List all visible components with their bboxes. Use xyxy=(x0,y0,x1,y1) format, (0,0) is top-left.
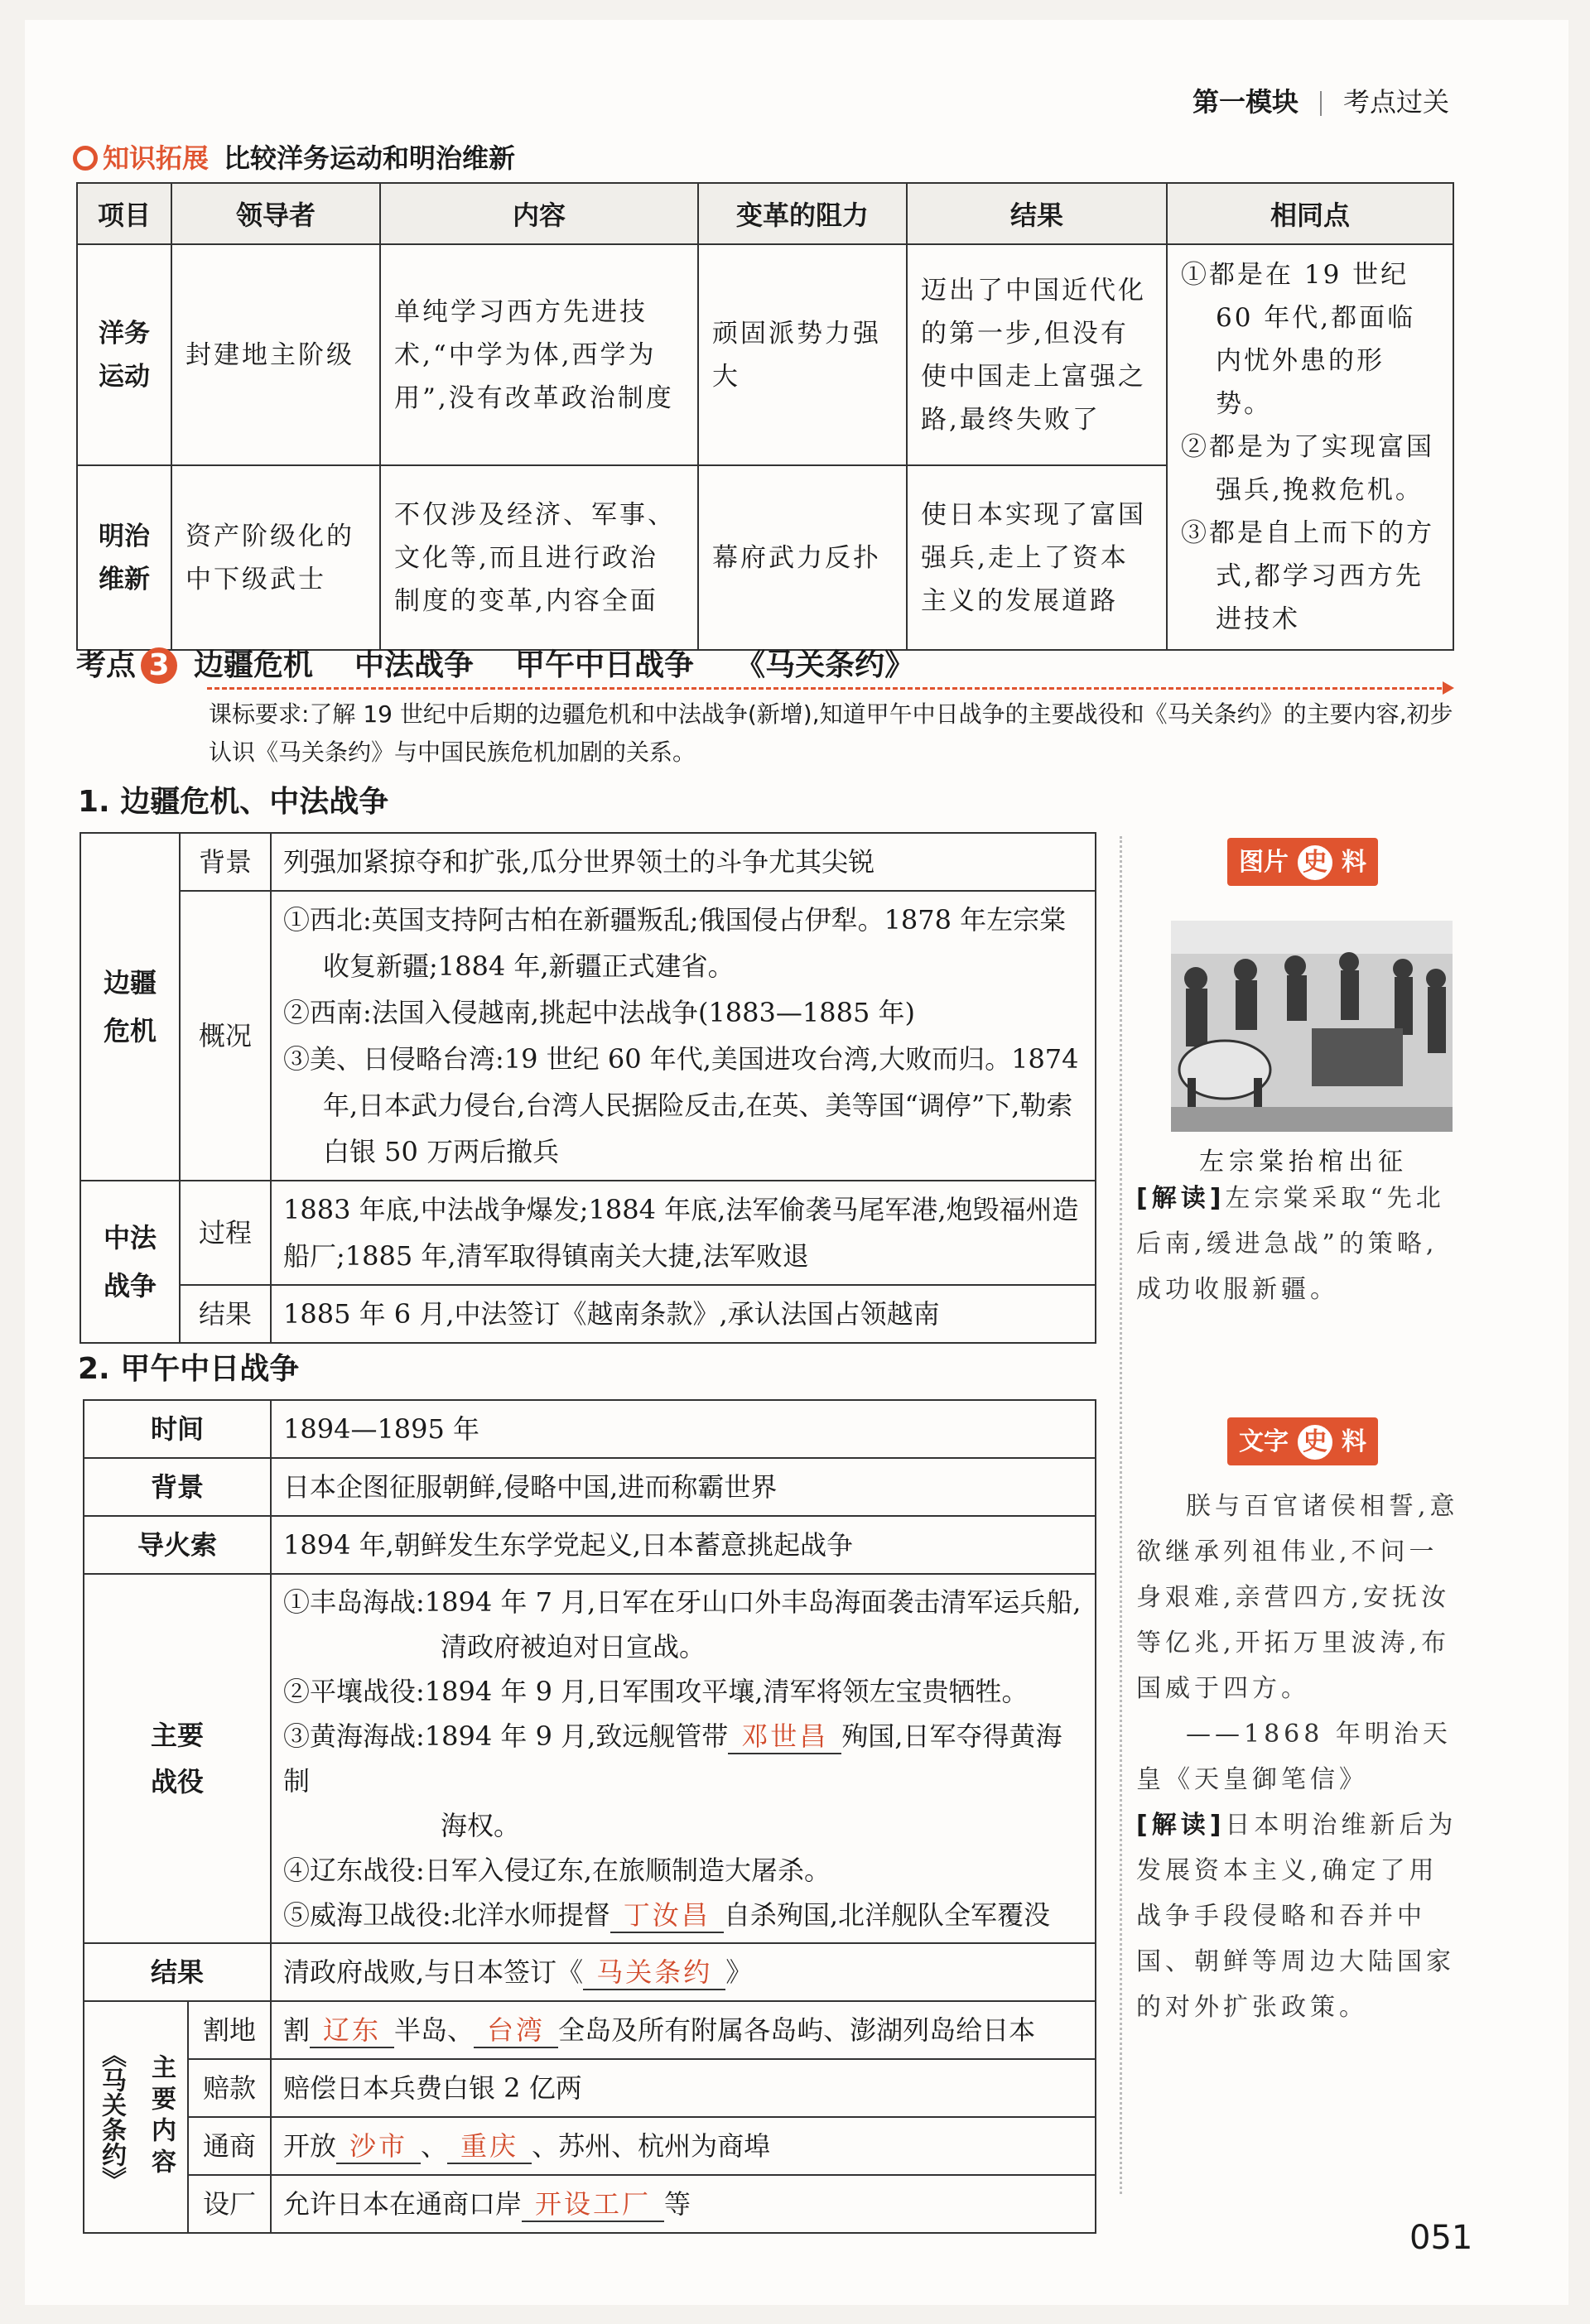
row-text: 1885 年 6 月,中法签订《越南条款》,承认法国占领越南 xyxy=(271,1285,1096,1343)
text-note: [解读]日本明治维新后为发展资本主义,确定了用战争手段侵略和吞并中国、朝鲜等周边大陆国家的对外扩张政策。 xyxy=(1136,1811,1458,2022)
picture-note: [解读]左宗棠采取“先北后南,缓进急战”的策略,成功收服新疆。 xyxy=(1136,1184,1445,1304)
section-title: 1. 边疆危机、中法战争 xyxy=(78,785,389,819)
content-cell: 单纯学习西方先进技术,“中学为体,西学为用”,没有改革政治制度 xyxy=(380,244,698,465)
content-cell: 不仅涉及经济、军事、文化等,而且进行政治制度的变革,内容全面 xyxy=(380,465,698,650)
battles-cell: ①丰岛海战:1894 年 7 月,日军在牙山口外丰岛海面袭击清军运兵船, 清政府被迫对日宣战。 ②平壤战役:1894 年 9 月,日军围攻平壤,清军将领左宝贵牺牲。 ③黄海海战:1894 年 9 月,致远舰管带 邓世昌 殉国,日军夺得黄海制 海权。 ④辽东战役:日军入侵辽东,在旅顺制造大屠杀。 ⑤威海卫战役:北洋水师提督 丁汝昌 自杀殉国,北洋舰队全军覆没 xyxy=(271,1574,1096,1943)
row-text: 赔偿日本兵费白银 2 亿两 xyxy=(271,2059,1096,2117)
quote-text: 朕与百官诸侯相誓,意欲继承列祖伟业,不问一身艰难,亲营四方,安抚汝等亿兆,开拓万里波涛,布国威于四方。 xyxy=(1136,1492,1459,1703)
frontier-table xyxy=(80,832,1096,1344)
row-label: 通商 xyxy=(188,2117,271,2175)
header-cell: 变革的阻力 xyxy=(698,183,907,244)
row-label: 结果 xyxy=(84,1943,271,2001)
common-cell xyxy=(1167,244,1453,650)
row-label: 明治维新 xyxy=(77,465,171,650)
header-cell: 相同点 xyxy=(1167,183,1453,244)
row-label: 割地 xyxy=(188,2001,271,2059)
common-point: ①都是在 19 世纪 60 年代,都面临内忧外患的形势。 xyxy=(1181,260,1416,419)
kaodian-number: 3 xyxy=(141,647,177,684)
row-label: 洋务运动 xyxy=(77,244,171,465)
row-text: 列强加紧掠夺和扩张,瓜分世界领土的斗争尤其尖锐 xyxy=(271,833,1096,891)
answer-blank: 台湾 xyxy=(474,2014,558,2048)
row-label: 时间 xyxy=(84,1400,271,1458)
row-text: 日本企图征服朝鲜,侵略中国,进而称霸世界 xyxy=(271,1458,1096,1516)
common-point: ②都是为了实现富国强兵,挽救危机。 xyxy=(1181,432,1434,505)
treaty-label: 《马关条约》 主要内容 xyxy=(84,2001,188,2233)
row-label: 赔款 xyxy=(188,2059,271,2117)
row-text: 1894 年,朝鲜发生东学党起义,日本蓄意挑起战争 xyxy=(271,1516,1096,1574)
leader-cell: 资产阶级化的中下级武士 xyxy=(171,465,380,650)
row-text: 允许日本在通商口岸 开设工厂 等 xyxy=(271,2175,1096,2233)
page-header xyxy=(1192,81,1449,119)
row-text: 1883 年底,中法战争爆发;1884 年底,法军偷袭马尾军港,炮毁福州造船厂;1885 年,清军取得镇南关大捷,法军败退 xyxy=(271,1181,1096,1285)
quote-source: ——1868 年明治天皇《天皇御笔信》 xyxy=(1136,1720,1452,1794)
answer-blank: 辽东 xyxy=(310,2014,394,2048)
picture-source-tag: 图片 史 料 xyxy=(1227,838,1378,886)
section-title: 2. 甲午中日战争 xyxy=(78,1352,300,1386)
answer-blank: 沙市 xyxy=(336,2129,421,2164)
comparison-table xyxy=(76,182,1454,651)
resistance-cell: 幕府武力反扑 xyxy=(698,465,907,650)
dashed-arrow-divider xyxy=(207,687,1449,690)
photo-caption: 左宗棠抬棺出征 xyxy=(1199,1148,1408,1176)
result-cell: 迈出了中国近代化的第一步,但没有使中国走上富强之路,最终失败了 xyxy=(907,244,1167,465)
header-cell: 项目 xyxy=(77,183,171,244)
answer-blank: 重庆 xyxy=(447,2129,532,2164)
row-label: 背景 xyxy=(84,1458,271,1516)
common-point: ③都是自上而下的方式,都学习西方先进技术 xyxy=(1181,518,1434,634)
text-source-tag: 文字 史 料 xyxy=(1227,1417,1378,1465)
page-number: 051 xyxy=(1409,2219,1473,2257)
extension-title xyxy=(73,137,515,176)
sino-japanese-war-table xyxy=(83,1399,1096,2234)
answer-blank: 开设工厂 xyxy=(522,2187,664,2222)
column-divider xyxy=(1120,836,1122,2194)
historical-photo xyxy=(1171,921,1453,1132)
header-cell: 结果 xyxy=(907,183,1167,244)
result-cell: 使日本实现了富国强兵,走上了资本主义的发展道路 xyxy=(907,465,1167,650)
row-label: 导火索 xyxy=(84,1516,271,1574)
group-label: 边疆危机 xyxy=(80,833,180,1181)
row-label: 概况 xyxy=(180,891,271,1181)
row-text: 割 辽东 半岛、 台湾 全岛及所有附属各岛屿、澎湖列岛给日本 xyxy=(271,2001,1096,2059)
row-label: 背景 xyxy=(180,833,271,891)
resistance-cell: 顽固派势力强大 xyxy=(698,244,907,465)
header-cell: 内容 xyxy=(380,183,698,244)
section-label: 考点过关 xyxy=(1342,86,1449,118)
circle-icon xyxy=(73,146,98,171)
row-label: 主要战役 xyxy=(84,1574,271,1943)
row-text: 开放 沙市 、 重庆 、苏州、杭州为商埠 xyxy=(271,2117,1096,2175)
leader-cell: 封建地主阶级 xyxy=(171,244,380,465)
answer-blank: 马关条约 xyxy=(583,1956,725,1990)
overview-cell: ①西北:英国支持阿古柏在新疆叛乱;俄国侵占伊犁。1878 年左宗棠收复新疆;1884 年,新疆正式建省。 ②西南:法国入侵越南,挑起中法战争(1883—1885 年) ③美、日侵略台湾:19 世纪 60 年代,美国进攻台湾,大败而归。1874 年,日本武力侵台,台湾人民据险反击,在英、美等国“调停”下,勒索白银 50 万两后撤兵 xyxy=(271,891,1096,1181)
answer-blank: 邓世昌 xyxy=(728,1720,841,1754)
group-label: 中法战争 xyxy=(80,1181,180,1343)
extension-heading: 比较洋务运动和明治维新 xyxy=(224,142,516,174)
row-label: 过程 xyxy=(180,1181,271,1285)
row-text: 1894—1895 年 xyxy=(271,1400,1096,1458)
header-cell: 领导者 xyxy=(171,183,380,244)
row-text: 清政府战败,与日本签订《 马关条约 》 xyxy=(271,1943,1096,2001)
answer-blank: 丁汝昌 xyxy=(610,1898,724,1933)
curriculum-requirement: 课标要求:了解 19 世纪中后期的边疆危机和中法战争(新增),知道甲午中日战争的主要战役和《马关条约》的主要内容,初步认识《马关条约》与中国民族危机加剧的关系。 xyxy=(209,700,1453,766)
module-label: 第一模块 xyxy=(1192,86,1298,118)
kaodian-heading: 考点 3 边疆危机 中法战争 甲午中日战争 《马关条约》 xyxy=(76,648,915,682)
row-label: 结果 xyxy=(180,1285,271,1343)
extension-tag: 知识拓展 xyxy=(73,142,209,174)
row-label: 设厂 xyxy=(188,2175,271,2233)
